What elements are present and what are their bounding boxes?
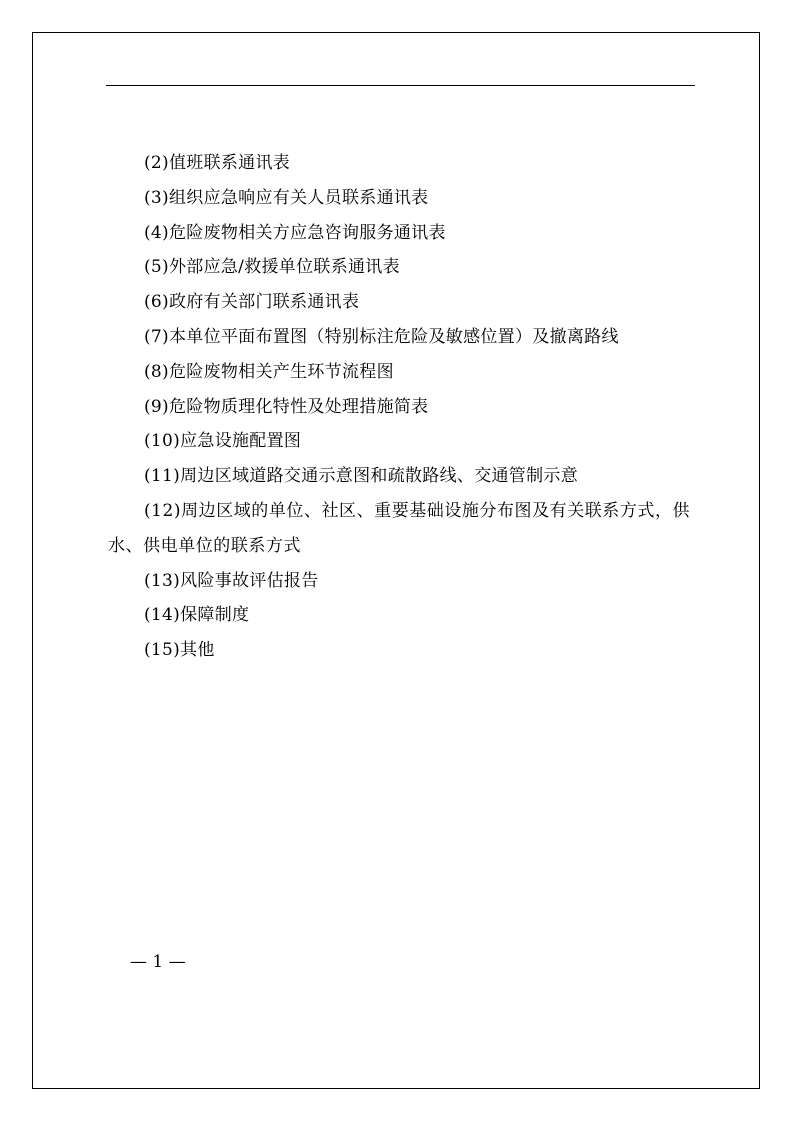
list-item: (13)风险事故评估报告 (144, 570, 319, 591)
list-item: (12)周边区域的单位、社区、重要基础设施分布图及有关联系方式，供水、供电单位的联系方式 (108, 500, 691, 556)
list-item: (10)应急设施配置图 (144, 431, 302, 452)
list-item: (8)危险废物相关产生环节流程图 (144, 361, 394, 382)
header-rule (106, 85, 695, 86)
list-item: (2)值班联系通讯表 (144, 153, 291, 173)
list-item: (9)危险物质理化特性及处理措施简表 (144, 396, 429, 417)
list-item: (4)危险废物相关方应急咨询服务通讯表 (144, 222, 446, 243)
list-item: (14)保障制度 (144, 605, 250, 626)
list-item: (5)外部应急/救援单位联系通讯表 (144, 257, 400, 278)
page-number: — 1 — (130, 952, 186, 972)
list-item: (11)周边区域道路交通示意图和疏散路线、交通管制示意 (144, 466, 578, 487)
list-item: (7)本单位平面布置图（特别标注危险及敏感位置）及撤离路线 (144, 326, 619, 347)
list-item: (3)组织应急响应有关人员联系通讯表 (144, 187, 429, 208)
list-item: (6)政府有关部门联系通讯表 (144, 292, 360, 313)
list-item: (15)其他 (144, 640, 215, 661)
document-body (108, 146, 696, 668)
